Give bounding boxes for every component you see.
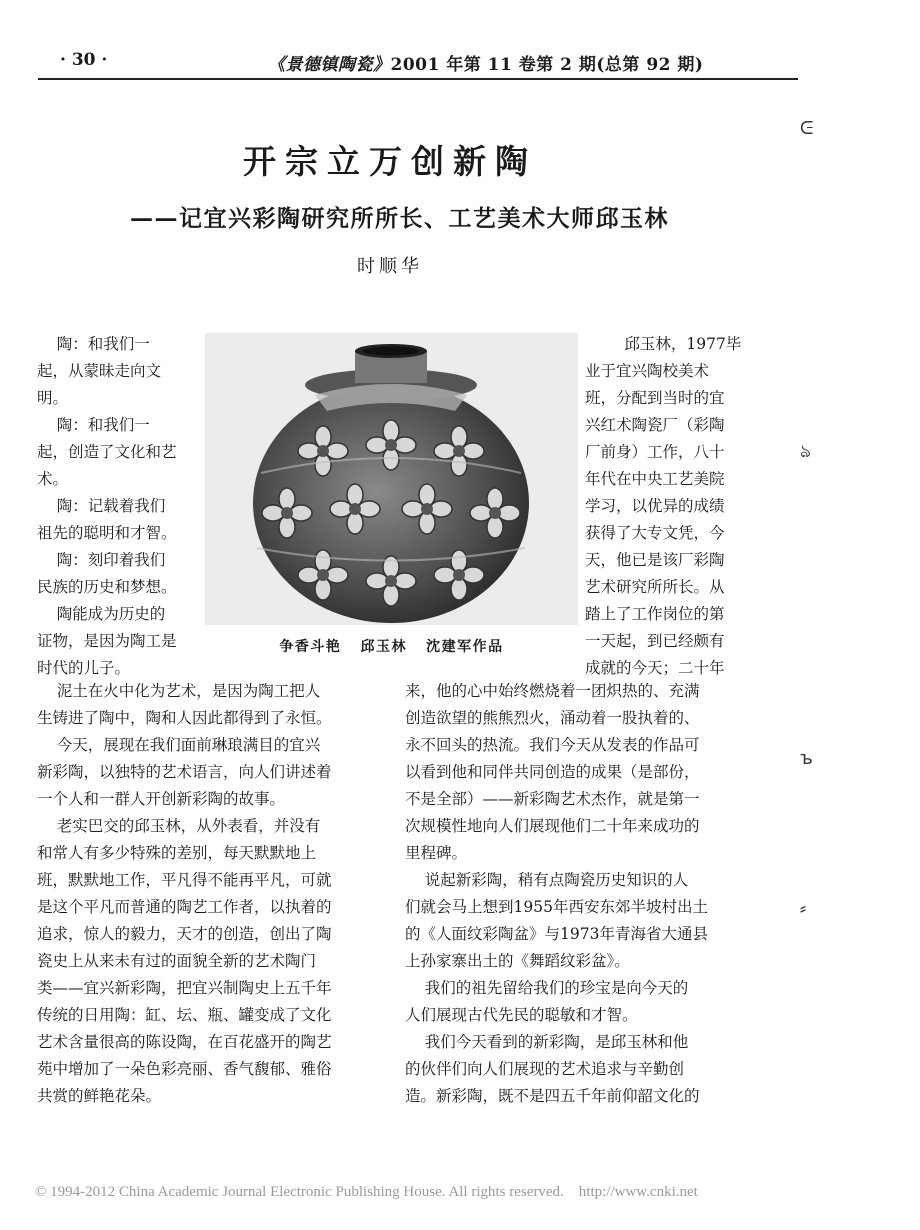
journal-title: 《景德镇陶瓷》 bbox=[268, 55, 391, 75]
copyright-footer: © 1994-2012 China Academic Journal Electronic Publishing House. All rights reserved. http://www.cnki.net bbox=[35, 1184, 698, 1200]
journal-citation bbox=[268, 50, 703, 75]
body-text-right-bottom: 来，他的心中始终燃烧着一团炽热的、充满 创造欲望的熊熊烈火，涌动着一股执着的、 永不回头的热流。我们今天从发表的作品可 以看到他和同伴共同创造的成果（是部份， 不是全部）——新彩陶艺术杰作，就是第一 次规模性地向人们展现他们二十年来成功的 里程碑。 说起新彩陶，稍有点陶瓷历史知识的人 们就会马上想到1955年西安东郊半坡村出土 的《人面纹彩陶盆》与1973年青海省大通县 上孙家寨出土的《舞蹈纹彩盆》。 我们的祖先留给我们的珍宝是向今天的 人们展现古代先民的聪敏和才智。 我们今天看到的新彩陶，是邱玉林和他 的伙伴们向人们展现的艺术追求与辛勤创 造。新彩陶，既不是四五千年前仰韶文化的 bbox=[405, 682, 708, 1105]
body-text-left-bottom: 泥土在火中化为艺术，是因为陶工把人 生铸进了陶中，陶和人因此都得到了永恒。 今天，展现在我们面前琳琅满目的宜兴 新彩陶，以独特的艺术语言，向人们讲述着 一个人和一群人开创新彩陶的故事。 老实巴交的邱玉林，从外表看，并没有 和常人有多少特殊的差别，每天默默地上 班，默默地工作，平凡得不能再平凡，可就 是这个平凡而普通的陶艺工作者，以执着的 追求，惊人的毅力，天才的创造，创出了陶 瓷史上从来未有过的面貌全新的艺术陶门 类——宜兴新彩陶，把宜兴制陶史上五千年 传统的日用陶：缸、坛、瓶、罐变成了文化 艺术含量很高的陈设陶，在百花盛开的陶艺 苑中增加了一朵色彩亮丽、香气馥郁、雅俗 共赏的鲜艳花朵。 bbox=[37, 682, 332, 1105]
margin-mark: ᕮ bbox=[800, 118, 814, 139]
margin-mark: ⸗ bbox=[800, 898, 806, 919]
page-number: · 30 · bbox=[60, 50, 108, 70]
article-title: 开宗立万创新陶 bbox=[243, 142, 537, 181]
header-rule bbox=[38, 78, 798, 80]
article-subtitle: ——记宜兴彩陶研究所所长、工艺美术大师邱玉林 bbox=[130, 205, 669, 232]
page-header bbox=[0, 50, 920, 74]
journal-issue: 2001 年第 11 卷第 2 期(总第 92 期) bbox=[390, 55, 704, 75]
body-text-left-top: 陶：和我们一 起，从蒙昧走向文 明。 陶：和我们一 起，创造了文化和艺 术。 陶：记载着我们 祖先的聪明和才智。 陶：刻印着我们 民族的历史和梦想。 陶能成为历史的 证物，是因为陶工是 时代的儿子。 bbox=[37, 335, 177, 677]
figure-caption: 争香斗艳 邱玉林 沈建军作品 bbox=[279, 639, 504, 655]
vase-illustration bbox=[205, 333, 578, 625]
body-text-right-top: 邱玉林，1977毕 业于宜兴陶校美术 班，分配到当时的宜 兴红术陶瓷厂（彩陶 厂前身）工作，八十 年代在中央工艺美院 学习，以优异的成绩 获得了大专文凭，今 天，他已是该厂彩陶 艺术研究所所长。从 踏上了工作岗位的第 一天起，到已经颇有 成就的今天；二十年 bbox=[585, 335, 742, 677]
margin-mark: ঌ bbox=[800, 441, 811, 462]
article-author: 时顺华 bbox=[357, 256, 423, 277]
margin-mark: ъ bbox=[800, 748, 813, 769]
vase-photo bbox=[205, 333, 578, 625]
